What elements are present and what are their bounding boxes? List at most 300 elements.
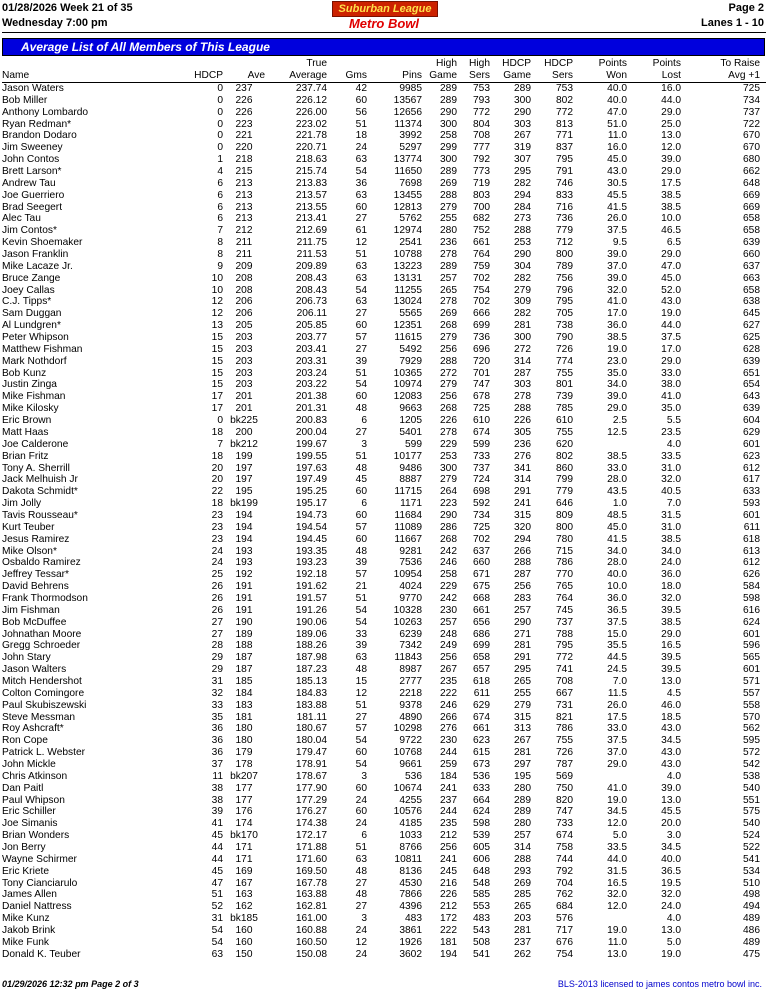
cell-name: Ryan Redman* bbox=[2, 118, 72, 130]
cell-games: 54 bbox=[355, 379, 367, 391]
cell-points-lost: 44.0 bbox=[661, 94, 681, 106]
cell-high-game: 244 bbox=[440, 806, 457, 818]
cell-games: 48 bbox=[355, 865, 367, 877]
cell-points-lost: 25.0 bbox=[661, 118, 681, 130]
table-row bbox=[2, 522, 766, 534]
cell-name: John Stary bbox=[2, 652, 51, 664]
cell-to-raise: 475 bbox=[743, 948, 760, 960]
cell-hdcp-series: 755 bbox=[556, 735, 573, 747]
cell-name: Tony Cianciarulo bbox=[2, 877, 78, 889]
cell-true-average: 213.55 bbox=[295, 201, 327, 213]
cell-high-game: 279 bbox=[440, 332, 457, 344]
cell-games: 48 bbox=[355, 462, 367, 474]
cell-hdcp-game: 262 bbox=[514, 948, 531, 960]
cell-hdcp: 37 bbox=[211, 758, 223, 770]
cell-to-raise: 625 bbox=[743, 332, 760, 344]
cell-ave: 180 bbox=[235, 723, 253, 735]
cell-pins: 10788 bbox=[393, 249, 422, 261]
cell-points-lost: 33.0 bbox=[661, 367, 681, 379]
cell-points-lost: 32.0 bbox=[661, 889, 681, 901]
table-row bbox=[2, 451, 766, 463]
table-row bbox=[2, 771, 766, 783]
cell-hdcp-game: 288 bbox=[514, 557, 531, 569]
cell-hdcp-series: 791 bbox=[556, 166, 573, 178]
cell-to-raise: 627 bbox=[743, 320, 760, 332]
cell-name: Jeffrey Tessar* bbox=[2, 569, 70, 581]
table-row bbox=[2, 486, 766, 498]
cell-hdcp-series: 802 bbox=[556, 94, 573, 106]
table-row bbox=[2, 95, 766, 107]
table-row bbox=[2, 273, 766, 285]
cell-ave: bk212 bbox=[230, 438, 258, 450]
cell-games: 12 bbox=[355, 687, 367, 699]
cell-hdcp: 35 bbox=[211, 711, 223, 723]
cell-games: 48 bbox=[355, 889, 367, 901]
cell-pins: 483 bbox=[405, 913, 422, 925]
cell-hdcp-series: 715 bbox=[556, 545, 573, 557]
cell-to-raise: 601 bbox=[743, 438, 760, 450]
cell-high-series: 661 bbox=[473, 723, 490, 735]
cell-name: Eric Brown bbox=[2, 415, 52, 427]
cell-true-average: 161.00 bbox=[295, 913, 327, 925]
cell-ave: 200 bbox=[235, 426, 253, 438]
cell-points-won: 11.0 bbox=[607, 130, 627, 142]
cell-high-series: 724 bbox=[473, 474, 490, 486]
cell-ave: 160 bbox=[235, 925, 253, 937]
cell-pins: 9486 bbox=[399, 462, 422, 474]
cell-pins: 10974 bbox=[393, 379, 422, 391]
cell-high-series: 585 bbox=[473, 889, 490, 901]
cell-true-average: 193.23 bbox=[295, 557, 327, 569]
cell-games: 57 bbox=[355, 569, 367, 581]
cell-pins: 10576 bbox=[393, 806, 422, 818]
cell-name: Joey Callas bbox=[2, 284, 55, 296]
cell-high-series: 792 bbox=[473, 154, 490, 166]
cell-games: 27 bbox=[355, 213, 367, 225]
cell-name: Mike Funk bbox=[2, 936, 49, 948]
cell-games: 48 bbox=[355, 664, 367, 676]
cell-hdcp-game: 303 bbox=[514, 118, 531, 130]
cell-hdcp-game: 267 bbox=[514, 735, 531, 747]
cell-true-average: 195.17 bbox=[295, 498, 327, 510]
cell-hdcp: 18 bbox=[211, 450, 223, 462]
cell-to-raise: 662 bbox=[743, 166, 760, 178]
cell-hdcp-series: 747 bbox=[556, 806, 573, 818]
cell-points-lost: 39.5 bbox=[661, 664, 681, 676]
cell-points-won: 35.0 bbox=[607, 367, 627, 379]
cell-name: Bob Kunz bbox=[2, 367, 47, 379]
cell-points-lost: 44.0 bbox=[661, 320, 681, 332]
cell-name: Al Lundgren* bbox=[2, 320, 61, 332]
cell-games: 63 bbox=[355, 296, 367, 308]
cell-games: 39 bbox=[355, 640, 367, 652]
cell-high-game: 268 bbox=[440, 533, 457, 545]
cell-ave: 208 bbox=[235, 284, 253, 296]
cell-hdcp-game: 290 bbox=[514, 249, 531, 261]
cell-true-average: 195.25 bbox=[295, 486, 327, 498]
cell-hdcp-series: 860 bbox=[556, 462, 573, 474]
cell-points-won: 41.5 bbox=[607, 533, 627, 545]
cell-points-lost: 40.0 bbox=[661, 853, 681, 865]
cell-points-won: 37.0 bbox=[607, 747, 627, 759]
cell-ave: 203 bbox=[235, 355, 253, 367]
cell-true-average: 226.00 bbox=[295, 106, 327, 118]
cell-pins: 11667 bbox=[394, 533, 422, 545]
cell-high-game: 229 bbox=[440, 581, 457, 593]
table-row bbox=[2, 510, 766, 522]
cell-name: Jason Waters bbox=[2, 83, 64, 94]
cell-high-series: 661 bbox=[473, 604, 490, 616]
cell-points-lost: 17.5 bbox=[661, 177, 681, 189]
cell-hdcp-series: 800 bbox=[556, 521, 573, 533]
cell-ave: 191 bbox=[235, 581, 253, 593]
cell-high-series: 678 bbox=[473, 391, 490, 403]
cell-high-game: 278 bbox=[440, 249, 457, 261]
table-row bbox=[2, 664, 766, 676]
cell-points-won: 41.0 bbox=[607, 296, 627, 308]
cell-ave: 189 bbox=[235, 628, 253, 640]
cell-ave: 188 bbox=[235, 640, 253, 652]
cell-points-lost: 43.0 bbox=[661, 296, 681, 308]
cell-hdcp-game: 290 bbox=[514, 106, 531, 118]
cell-points-won bbox=[573, 439, 627, 451]
cell-true-average: 167.78 bbox=[295, 877, 327, 889]
cell-ave: 184 bbox=[235, 687, 253, 699]
cell-hdcp-game: 269 bbox=[514, 877, 531, 889]
cell-pins: 8766 bbox=[399, 842, 422, 853]
cell-high-game: 194 bbox=[440, 948, 457, 960]
cell-hdcp: 15 bbox=[211, 355, 223, 367]
cell-points-lost: 12.0 bbox=[661, 142, 681, 154]
cell-to-raise: 612 bbox=[743, 462, 760, 474]
cell-name: Bob McDuffee bbox=[2, 616, 67, 628]
cell-high-game: 248 bbox=[440, 628, 457, 640]
cell-name: Tony A. Sherrill bbox=[2, 462, 70, 474]
cell-high-game: 286 bbox=[440, 521, 457, 533]
cell-points-won: 2.5 bbox=[612, 415, 627, 427]
cell-to-raise: 651 bbox=[743, 367, 760, 379]
cell-hdcp-series: 717 bbox=[556, 925, 573, 937]
cell-high-series: 764 bbox=[473, 249, 490, 261]
cell-hdcp: 15 bbox=[211, 367, 223, 379]
cell-hdcp: 29 bbox=[211, 652, 223, 664]
cell-name: Eric Kriete bbox=[2, 865, 49, 877]
cell-pins: 4185 bbox=[399, 818, 422, 830]
cell-points-lost: 38.0 bbox=[661, 379, 681, 391]
table-row bbox=[2, 700, 766, 712]
table-body bbox=[2, 83, 766, 961]
cell-true-average: 187.98 bbox=[295, 652, 327, 664]
cell-ave: 213 bbox=[235, 201, 253, 213]
cell-high-series: 793 bbox=[473, 94, 490, 106]
cell-high-series: 599 bbox=[473, 438, 490, 450]
cell-true-average: 213.41 bbox=[295, 213, 327, 225]
cell-hdcp: 6 bbox=[217, 213, 223, 225]
cell-pins: 6239 bbox=[399, 628, 422, 640]
table-row bbox=[2, 688, 766, 700]
cell-hdcp-series: 821 bbox=[556, 711, 573, 723]
cell-points-lost: 13.0 bbox=[661, 925, 681, 937]
cell-points-lost: 18.0 bbox=[661, 581, 681, 593]
cell-points-won bbox=[573, 771, 627, 783]
cell-to-raise: 643 bbox=[743, 391, 760, 403]
cell-name: Paul Whipson bbox=[2, 794, 65, 806]
report-day-time: Wednesday 7:00 pm bbox=[2, 17, 108, 29]
cell-hdcp: 54 bbox=[211, 925, 223, 937]
cell-hdcp-series: 820 bbox=[556, 794, 573, 806]
cell-ave: bk185 bbox=[230, 913, 258, 925]
cell-true-average: 177.29 bbox=[295, 794, 327, 806]
cell-hdcp-series: 674 bbox=[556, 830, 573, 842]
cell-ave: 203 bbox=[235, 367, 253, 379]
cell-high-game: 241 bbox=[440, 853, 457, 865]
cell-hdcp: 47 bbox=[211, 877, 223, 889]
cell-hdcp-game: 319 bbox=[514, 142, 531, 154]
cell-high-series: 623 bbox=[473, 735, 490, 747]
cell-points-lost: 33.5 bbox=[661, 450, 681, 462]
cell-to-raise: 626 bbox=[743, 569, 760, 581]
cell-high-series: 702 bbox=[473, 296, 490, 308]
table-row bbox=[2, 676, 766, 688]
cell-games: 51 bbox=[355, 699, 367, 711]
cell-hdcp-game: 226 bbox=[514, 415, 531, 427]
cell-points-won: 41.0 bbox=[607, 782, 627, 794]
cell-points-won: 5.0 bbox=[612, 830, 627, 842]
cell-games: 33 bbox=[355, 628, 367, 640]
cell-hdcp: 0 bbox=[217, 83, 223, 94]
col-pins: Pins bbox=[367, 58, 422, 83]
cell-to-raise: 572 bbox=[743, 747, 760, 759]
cell-high-series: 698 bbox=[473, 486, 490, 498]
cell-high-series: 733 bbox=[473, 450, 490, 462]
cell-high-game: 289 bbox=[440, 166, 457, 178]
cell-true-average: 206.73 bbox=[295, 296, 327, 308]
cell-high-series: 777 bbox=[473, 142, 490, 154]
cell-high-game: 181 bbox=[440, 936, 457, 948]
cell-pins: 8987 bbox=[399, 664, 422, 676]
cell-high-series: 773 bbox=[473, 166, 490, 178]
cell-ave: 201 bbox=[235, 403, 253, 415]
cell-hdcp: 17 bbox=[211, 391, 223, 403]
cell-name: Jim Fishman bbox=[2, 604, 60, 616]
cell-games: 61 bbox=[355, 225, 367, 237]
cell-pins: 13774 bbox=[393, 154, 422, 166]
cell-hdcp-series: 705 bbox=[556, 308, 573, 320]
cell-points-lost: 5.0 bbox=[666, 936, 681, 948]
cell-high-game: 272 bbox=[440, 367, 457, 379]
cell-high-series: 553 bbox=[473, 901, 490, 913]
cell-ave: 192 bbox=[235, 569, 253, 581]
cell-points-lost: 32.0 bbox=[661, 592, 681, 604]
cell-true-average: 201.31 bbox=[295, 403, 327, 415]
cell-games: 48 bbox=[355, 545, 367, 557]
cell-points-won: 39.0 bbox=[607, 249, 627, 261]
cell-points-lost: 43.0 bbox=[661, 758, 681, 770]
cell-high-game: 241 bbox=[440, 782, 457, 794]
cell-high-game: 300 bbox=[440, 462, 457, 474]
cell-to-raise: 629 bbox=[743, 426, 760, 438]
cell-games: 6 bbox=[361, 498, 367, 510]
cell-true-average: 192.18 bbox=[295, 569, 327, 581]
cell-games: 45 bbox=[355, 474, 367, 486]
cell-games: 60 bbox=[355, 391, 367, 403]
cell-hdcp-series: 704 bbox=[556, 877, 573, 889]
cell-true-average: 162.81 bbox=[295, 901, 327, 913]
cell-pins: 3602 bbox=[399, 948, 422, 960]
cell-hdcp: 24 bbox=[211, 545, 223, 557]
cell-high-series: 548 bbox=[473, 877, 490, 889]
table-row bbox=[2, 427, 766, 439]
cell-true-average: 213.83 bbox=[295, 177, 327, 189]
lanes-range: Lanes 1 - 10 bbox=[701, 17, 764, 29]
cell-hdcp-series: 779 bbox=[556, 225, 573, 237]
cell-name: Anthony Lombardo bbox=[2, 106, 89, 118]
cell-hdcp: 18 bbox=[211, 498, 223, 510]
cell-hdcp-series: 774 bbox=[556, 355, 573, 367]
cell-hdcp-game: 313 bbox=[514, 723, 531, 735]
cell-games: 6 bbox=[361, 830, 367, 842]
cell-name: Matthew Fishman bbox=[2, 343, 83, 355]
cell-high-game: 269 bbox=[440, 177, 457, 189]
cell-ave: 187 bbox=[235, 652, 253, 664]
cell-high-series: 648 bbox=[473, 865, 490, 877]
cell-true-average: 237.74 bbox=[295, 83, 327, 94]
cell-true-average: 171.88 bbox=[295, 842, 327, 853]
cell-games: 24 bbox=[355, 818, 367, 830]
cell-hdcp-game: 297 bbox=[514, 758, 531, 770]
table-row bbox=[2, 83, 766, 95]
cell-hdcp-series: 792 bbox=[556, 865, 573, 877]
cell-high-series: 633 bbox=[473, 782, 490, 794]
cell-true-average: 191.26 bbox=[295, 604, 327, 616]
cell-points-lost: 18.5 bbox=[661, 711, 681, 723]
cell-ave: 197 bbox=[235, 462, 253, 474]
cell-true-average: 203.22 bbox=[295, 379, 327, 391]
cell-hdcp-game: 280 bbox=[514, 818, 531, 830]
cell-points-won: 44.5 bbox=[607, 652, 627, 664]
cell-hdcp-game: 315 bbox=[514, 711, 531, 723]
cell-high-series: 618 bbox=[473, 675, 490, 687]
table-row bbox=[2, 783, 766, 795]
cell-pins: 12974 bbox=[393, 225, 422, 237]
cell-points-won: 39.0 bbox=[607, 272, 627, 284]
cell-games: 51 bbox=[355, 842, 367, 853]
cell-ave: 183 bbox=[235, 699, 253, 711]
cell-to-raise: 616 bbox=[743, 604, 760, 616]
cell-hdcp: 7 bbox=[217, 225, 223, 237]
cell-pins: 12656 bbox=[393, 106, 422, 118]
cell-ave: 199 bbox=[235, 450, 253, 462]
col-high-series: High Sers bbox=[457, 58, 490, 83]
cell-high-game: 235 bbox=[440, 675, 457, 687]
cell-points-won: 34.5 bbox=[607, 806, 627, 818]
cell-high-series: 543 bbox=[473, 925, 490, 937]
cell-high-game: 244 bbox=[440, 747, 457, 759]
col-high-game: High Game bbox=[422, 58, 457, 83]
cell-hdcp-series: 712 bbox=[556, 237, 573, 249]
cell-pins: 2777 bbox=[399, 675, 422, 687]
table-row bbox=[2, 308, 766, 320]
cell-pins: 10365 bbox=[393, 367, 422, 379]
cell-games: 27 bbox=[355, 711, 367, 723]
cell-name: Steve Messman bbox=[2, 711, 76, 723]
cell-points-lost: 38.5 bbox=[661, 189, 681, 201]
cell-high-series: 708 bbox=[473, 130, 490, 142]
cell-games: 60 bbox=[355, 533, 367, 545]
table-row bbox=[2, 403, 766, 415]
cell-points-lost: 39.0 bbox=[661, 154, 681, 166]
cell-points-won: 37.5 bbox=[607, 225, 627, 237]
cell-true-average: 174.38 bbox=[295, 818, 327, 830]
cell-high-series: 720 bbox=[473, 355, 490, 367]
cell-hdcp-series: 809 bbox=[556, 509, 573, 521]
cell-true-average: 226.12 bbox=[295, 94, 327, 106]
cell-games: 63 bbox=[355, 853, 367, 865]
cell-high-game: 300 bbox=[440, 154, 457, 166]
cell-ave: 177 bbox=[235, 794, 253, 806]
cell-name: Andrew Tau bbox=[2, 177, 56, 189]
cell-high-series: 508 bbox=[473, 936, 490, 948]
cell-pins: 1205 bbox=[399, 415, 422, 427]
table-row bbox=[2, 130, 766, 142]
cell-high-game: 289 bbox=[440, 260, 457, 272]
table-row bbox=[2, 463, 766, 475]
cell-name: David Behrens bbox=[2, 581, 69, 593]
cell-points-won: 24.5 bbox=[607, 664, 627, 676]
cell-hdcp-game: 320 bbox=[514, 521, 531, 533]
cell-points-won: 40.0 bbox=[607, 94, 627, 106]
cell-to-raise: 680 bbox=[743, 154, 760, 166]
table-row bbox=[2, 854, 766, 866]
cell-games: 51 bbox=[355, 450, 367, 462]
cell-games: 27 bbox=[355, 426, 367, 438]
cell-true-average: 200.04 bbox=[295, 426, 327, 438]
cell-high-series: 700 bbox=[473, 201, 490, 213]
cell-to-raise: 601 bbox=[743, 664, 760, 676]
cell-hdcp-series: 795 bbox=[556, 154, 573, 166]
cell-games: 57 bbox=[355, 521, 367, 533]
cell-to-raise: 722 bbox=[743, 118, 760, 130]
cell-true-average: 203.24 bbox=[295, 367, 327, 379]
cell-points-won: 43.0 bbox=[607, 166, 627, 178]
cell-hdcp-game: 293 bbox=[514, 865, 531, 877]
cell-points-won: 38.5 bbox=[607, 450, 627, 462]
cell-to-raise: 658 bbox=[743, 225, 760, 237]
cell-ave: 163 bbox=[235, 889, 253, 901]
cell-name: Patrick L. Webster bbox=[2, 747, 86, 759]
cell-hdcp-game: 279 bbox=[514, 284, 531, 296]
cell-to-raise: 565 bbox=[743, 652, 760, 664]
table-row bbox=[2, 249, 766, 261]
cell-high-game: 266 bbox=[440, 711, 457, 723]
cell-true-average: 199.67 bbox=[295, 438, 327, 450]
cell-high-game: 258 bbox=[440, 130, 457, 142]
cell-points-won: 35.5 bbox=[607, 640, 627, 652]
cell-to-raise: 571 bbox=[743, 675, 760, 687]
cell-ave: 226 bbox=[235, 94, 253, 106]
cell-name: Joe Simanis bbox=[2, 818, 58, 830]
cell-pins: 10811 bbox=[394, 853, 422, 865]
cell-to-raise: 498 bbox=[743, 889, 760, 901]
cell-hdcp-game: 237 bbox=[514, 936, 531, 948]
cell-to-raise: 658 bbox=[743, 213, 760, 225]
cell-hdcp-series: 733 bbox=[556, 818, 573, 830]
cell-ave: 221 bbox=[235, 130, 253, 142]
cell-name: Brian Wonders bbox=[2, 830, 70, 842]
cell-hdcp-game: 255 bbox=[514, 687, 531, 699]
cell-to-raise: 637 bbox=[743, 260, 760, 272]
cell-hdcp-series: 716 bbox=[556, 201, 573, 213]
